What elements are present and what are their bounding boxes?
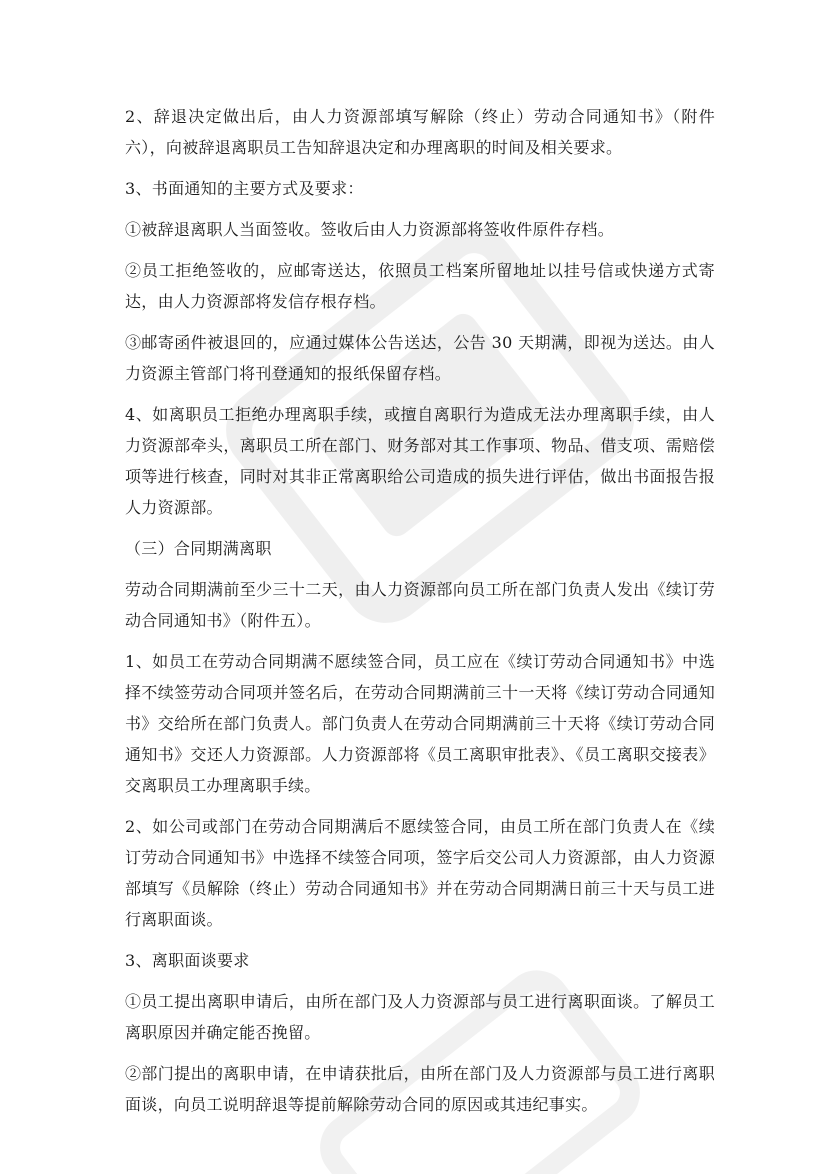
paragraph-department-initiated-interview: ②部门提出的离职申请，在申请获批后，由所在部门及人力资源部与员工进行离职面谈，向员工说明辞退等提前解除劳动合同的原因或其违纪事实。 [125, 1064, 715, 1114]
paragraph-company-declines: 2、如公司或部门在劳动合同期满后不愿续签合同，由员工所在部门负责人在《续订劳动合同通知书》中选择不续签合同项，签字后交公司人力资源部，由人力资源部填写《员解除（终止）劳动合同通知书》并在劳动合同期满日前三十天与员工进行离职面谈。 [125, 817, 715, 929]
paragraph-public-notice: ③邮寄函件被退回的，应通过媒体公告送达，公告 30 天期满，即视为送达。由人力资源主管部门将刊登通知的报纸保留存档。 [125, 333, 715, 383]
paragraph-employee-initiated-interview: ①员工提出离职申请后，由所在部门及人力资源部与员工进行离职面谈。了解员工离职原因并确定能否挽留。 [125, 992, 715, 1042]
paragraph-refusal-handling: 4、如离职员工拒绝办理离职手续，或擅自离职行为造成无法办理离职手续，由人力资源部牵头，离职员工所在部门、财务部对其工作事项、物品、借支项、需赔偿项等进行核查，同时对其非正常离职给公司造成的损失进行评估，做出书面报告报人力资源部。 [125, 405, 715, 517]
paragraph-renewal-notice: 劳动合同期满前至少三十二天，由人力资源部向员工所在部门负责人发出《续订劳动合同通知书》（附件五）。 [125, 580, 715, 630]
paragraph-dismissal-notice: 2、辞退决定做出后，由人力资源部填写解除（终止）劳动合同通知书》（附件六），向被辞退离职员工告知辞退决定和办理离职的时间及相关要求。 [125, 107, 715, 157]
paragraph-exit-interview-heading: 3、离职面谈要求 [125, 951, 250, 970]
paragraph-mail-delivery: ②员工拒绝签收的，应邮寄送达，依照员工档案所留地址以挂号信或快递方式寄达，由人力资源部将发信存根存档。 [125, 261, 715, 311]
section-heading-contract-expiry: （三）合同期满离职 [125, 539, 272, 558]
paragraph-in-person-signing: ①被辞退离职人当面签收。签收后由人力资源部将签收件原件存档。 [125, 220, 615, 239]
document-body [125, 101, 715, 1130]
paragraph-notice-methods: 3、书面通知的主要方式及要求： [125, 179, 364, 198]
paragraph-employee-declines: 1、如员工在劳动合同期满不愿续签合同，员工应在《续订劳动合同通知书》中选择不续签劳动合同项并签名后，在劳动合同期满前三十一天将《续订劳动合同通知书》交给所在部门负责人。部门负责人在劳动合同期满前三十天将《续订劳动合同通知书》交还人力资源部。人力资源部将《员工离职审批表》、《员工离职交接表》交离职员工办理离职手续。 [125, 652, 715, 795]
